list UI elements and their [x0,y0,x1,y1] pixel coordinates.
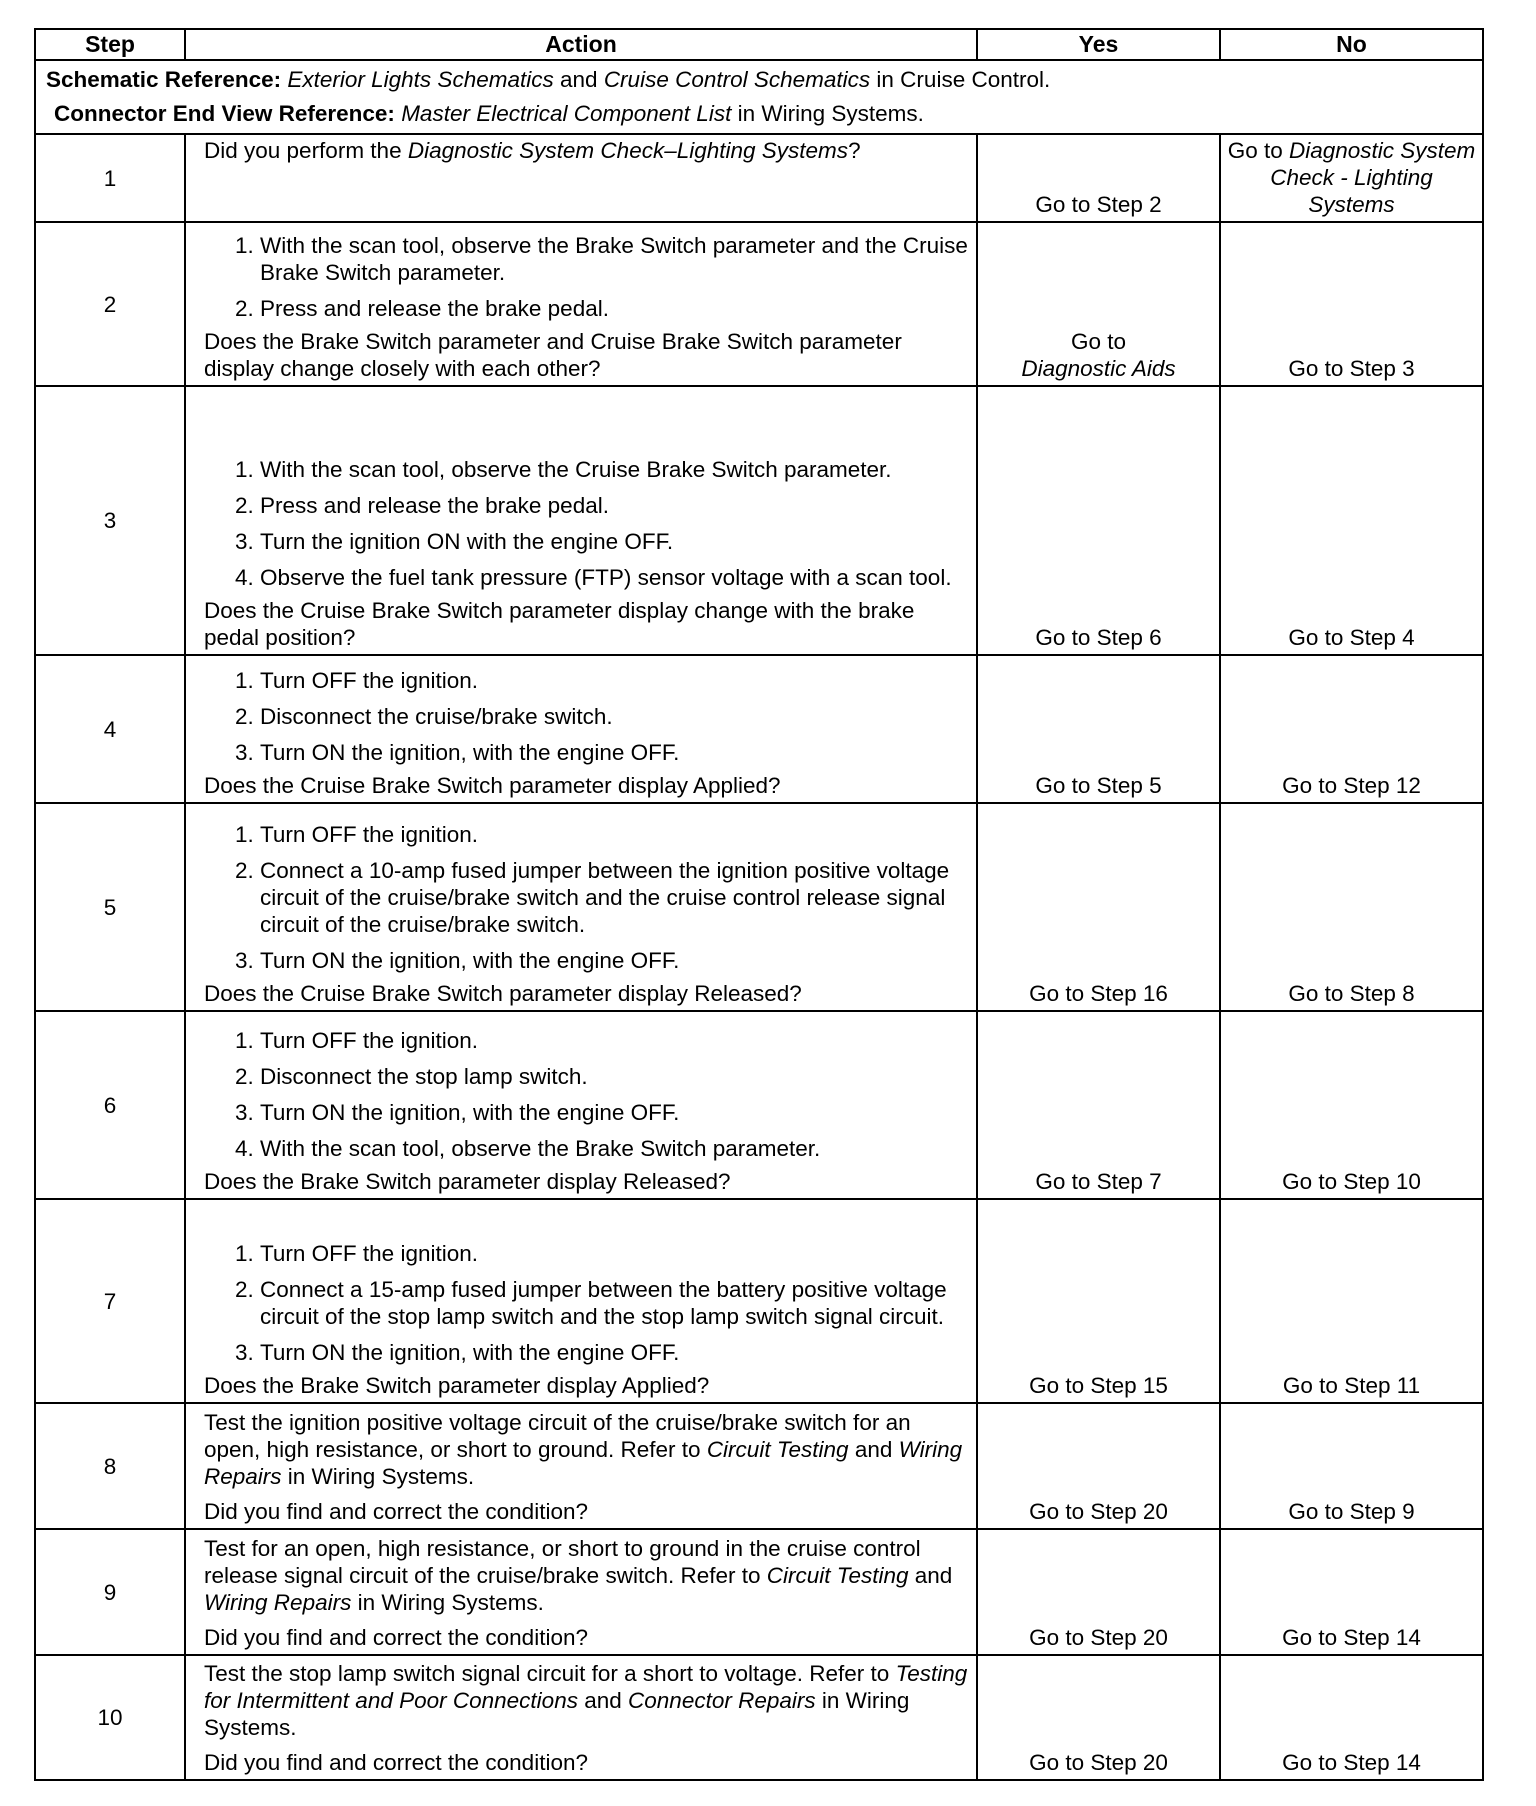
no-cell: Go to Step 14 [1220,1529,1483,1655]
no-cell: Go to Step 11 [1220,1199,1483,1403]
schematic-reference-label: Schematic Reference: [46,67,282,92]
action-list [204,1027,968,1162]
test-instruction [204,1535,968,1616]
instruction-end: in Wiring Systems. [357,1590,544,1615]
test-instruction [204,1660,968,1741]
step-action [185,1403,977,1529]
action-item: 3. Turn ON the ignition, with the engine OFF. [260,739,968,766]
action-item: 1. With the scan tool, observe the Cruise Brake Switch parameter. [260,456,968,483]
no-cell: Go to Step 4 [1220,386,1483,655]
question-text: Does the Cruise Brake Switch parameter display change with the brake pedal position? [204,598,915,650]
step-action [185,386,977,655]
header-no: No [1220,29,1483,60]
question-text: Did you perform the [204,138,402,163]
step-action [185,222,977,386]
action-item: 1. Turn OFF the ignition. [260,821,968,848]
no-prefix: Go to [1227,138,1283,163]
action-item: 3. Turn the ignition ON with the engine OFF. [260,528,968,555]
yes-cell: Go to Step 7 [977,1011,1220,1199]
question-text: Did you find and correct the condition? [204,1750,588,1775]
action-item: 2. Press and release the brake pedal. [260,492,968,519]
question-text: Does the Cruise Brake Switch parameter display Released? [204,981,802,1006]
step-row-1 [35,134,1483,222]
schematic-reference [46,63,1472,97]
instruction-link: Testing for Intermittent and Poor Connections [204,1661,968,1713]
question-text: Does the Brake Switch parameter display Released? [204,1169,731,1194]
instruction-end: in Wiring Systems. [287,1464,475,1489]
action-list [204,1240,968,1366]
action-list [204,232,968,322]
action-item: 3. Turn ON the ignition, with the engine OFF. [260,1099,968,1126]
test-instruction [204,1409,968,1490]
yes-cell: Go to Step 20 [977,1403,1220,1529]
instruction-link: Connector Repairs [628,1688,816,1713]
instruction-and: and [914,1563,953,1588]
step-number: 10 [35,1655,185,1780]
instruction-end: in Wiring Systems. [204,1688,910,1740]
schematic-link-exterior-lights: Exterior Lights Schematics [287,67,554,92]
instruction-link: Circuit Testing [766,1563,909,1588]
action-item: 3. Turn ON the ignition, with the engine OFF. [260,1339,968,1366]
step-action [185,1529,977,1655]
reference-cell [35,60,1483,134]
yes-cell: Go to Step 15 [977,1199,1220,1403]
step-action [185,655,977,803]
action-item: 1. With the scan tool, observe the Brake Switch parameter and the Cruise Brake Switch parameter. [260,232,968,286]
question-link: Diagnostic System Check–Lighting Systems [407,138,849,163]
no-cell [1220,134,1483,222]
action-item: 3. Turn ON the ignition, with the engine OFF. [260,947,968,974]
yes-cell: Go to Step 6 [977,386,1220,655]
yes-cell [977,222,1220,386]
action-item: 2. Press and release the brake pedal. [260,295,968,322]
step-row-3 [35,386,1483,655]
action-item: 2. Connect a 15-amp fused jumper between the battery positive voltage circuit of the stop lamp switch and the stop lamp switch signal circuit. [260,1276,968,1330]
no-cell: Go to Step 3 [1220,222,1483,386]
step-row-8 [35,1403,1483,1529]
instruction-and: and [584,1688,622,1713]
question-text: Does the Brake Switch parameter display Applied? [204,1373,710,1398]
step-number: 6 [35,1011,185,1199]
action-item: 2. Disconnect the stop lamp switch. [260,1063,968,1090]
step-row-6 [35,1011,1483,1199]
step-number: 3 [35,386,185,655]
yes-cell: Go to Step 20 [977,1529,1220,1655]
instruction-and: and [854,1437,893,1462]
connector-suffix: in Wiring Systems. [737,101,924,126]
action-list [204,667,968,766]
action-list [204,821,968,974]
no-cell: Go to Step 12 [1220,655,1483,803]
header-action: Action [185,29,977,60]
action-item: 1. Turn OFF the ignition. [260,1027,968,1054]
step-number: 7 [35,1199,185,1403]
question-suffix: ? [848,138,861,163]
step-number: 2 [35,222,185,386]
step-action [185,1011,977,1199]
diagnostic-table [34,28,1484,1781]
no-cell: Go to Step 10 [1220,1011,1483,1199]
instruction-link: Wiring Repairs [204,1590,352,1615]
diagnostic-page [34,28,1482,1778]
instruction-link: Circuit Testing [706,1437,849,1462]
connector-link-component-list: Master Electrical Component List [401,101,732,126]
instruction-text: Test the ignition positive voltage circuit of the cruise/brake switch for an open, high resistance, or short to ground. Refer to [204,1410,911,1462]
step-number: 9 [35,1529,185,1655]
action-item: 1. Turn OFF the ignition. [260,667,968,694]
no-link: Diagnostic System Check - Lighting Systems [1270,138,1476,217]
yes-link: Diagnostic Aids [1021,356,1176,381]
schematic-link-cruise-control: Cruise Control Schematics [603,67,871,92]
step-row-5 [35,803,1483,1011]
action-list [204,456,968,591]
action-item: 1. Turn OFF the ignition. [260,1240,968,1267]
question-text: Does the Cruise Brake Switch parameter display Applied? [204,773,781,798]
connector-reference-label: Connector End View Reference: [54,101,395,126]
instruction-text: Test for an open, high resistance, or short to ground in the cruise control release signal circuit of the cruise/brake switch. Refer to [204,1536,921,1588]
schematic-and: and [560,67,598,92]
yes-cell: Go to Step 20 [977,1655,1220,1780]
step-number: 8 [35,1403,185,1529]
step-number: 5 [35,803,185,1011]
header-step: Step [35,29,185,60]
no-cell: Go to Step 9 [1220,1403,1483,1529]
step-row-9 [35,1529,1483,1655]
step-number: 4 [35,655,185,803]
action-item: 4. Observe the fuel tank pressure (FTP) sensor voltage with a scan tool. [260,564,968,591]
question-text: Did you find and correct the condition? [204,1625,588,1650]
no-cell: Go to Step 8 [1220,803,1483,1011]
instruction-text: Test the stop lamp switch signal circuit for a short to voltage. Refer to [204,1661,890,1686]
action-item: 2. Disconnect the cruise/brake switch. [260,703,968,730]
step-row-2 [35,222,1483,386]
yes-cell: Go to Step 5 [977,655,1220,803]
step-row-10 [35,1655,1483,1780]
step-action [185,803,977,1011]
action-item: 2. Connect a 10-amp fused jumper between the ignition positive voltage circuit of the cruise/brake switch and the cruise control release signal circuit of the cruise/brake switch. [260,857,968,938]
step-number: 1 [35,134,185,222]
question-text: Does the Brake Switch parameter and Cruise Brake Switch parameter display change closely with each other? [204,329,902,381]
connector-reference [46,97,1472,131]
reference-row [35,60,1483,134]
question-text: Did you find and correct the condition? [204,1499,588,1524]
step-row-7 [35,1199,1483,1403]
yes-cell: Go to Step 2 [977,134,1220,222]
no-cell: Go to Step 14 [1220,1655,1483,1780]
yes-cell: Go to Step 16 [977,803,1220,1011]
step-action [185,1655,977,1780]
instruction-link: Wiring Repairs [204,1437,963,1489]
step-row-4 [35,655,1483,803]
schematic-suffix: in Cruise Control. [876,67,1051,92]
header-row [35,29,1483,60]
step-action [185,134,977,222]
step-action [185,1199,977,1403]
yes-prefix: Go to [1070,329,1127,354]
action-item: 4. With the scan tool, observe the Brake Switch parameter. [260,1135,968,1162]
header-yes: Yes [977,29,1220,60]
